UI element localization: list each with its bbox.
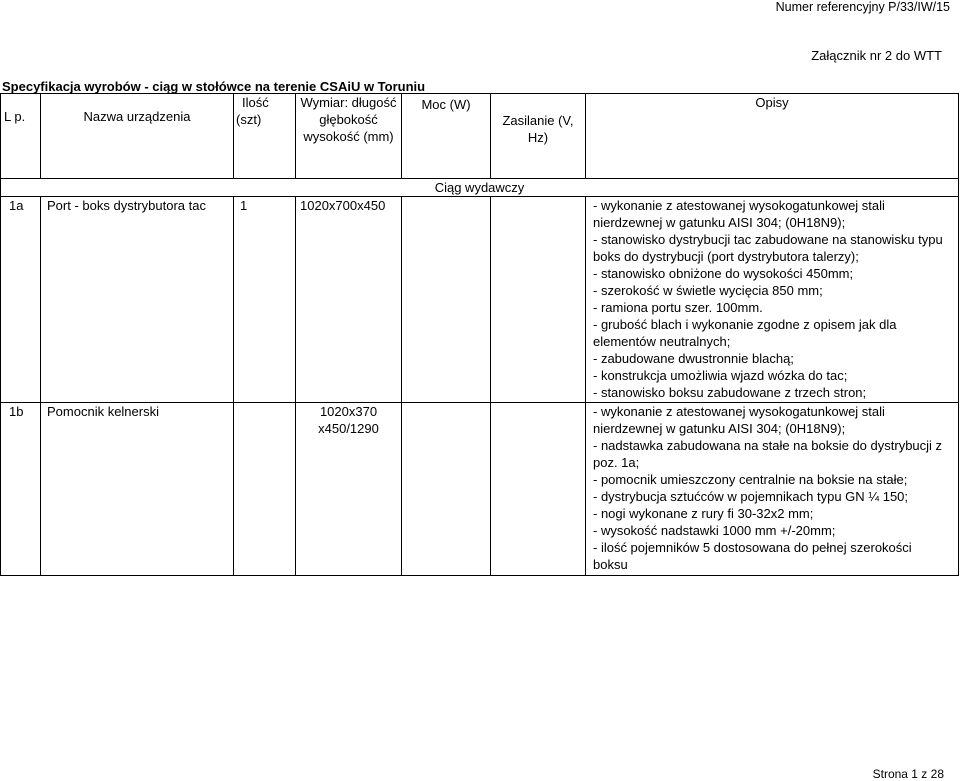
header-supply <box>491 94 586 179</box>
header-power: Moc (W) <box>402 94 491 179</box>
description-line: elementów neutralnych; <box>593 334 731 349</box>
description-line: - stanowisko obniżone do wysokości 450mm; <box>593 266 854 281</box>
header-supply-line2: Hz) <box>527 130 549 145</box>
table-header-row <box>1 94 959 179</box>
row-name: Pomocnik kelnerski <box>41 403 234 576</box>
description-line: - wysokość nadstawki 1000 mm +/-20mm; <box>593 523 836 538</box>
row-power <box>402 197 491 403</box>
description-line: - ilość pojemników 5 dostosowana do pełnej szerokości <box>593 540 912 555</box>
description-line: nierdzewnej w gatunku AISI 304; (0H18N9); <box>593 421 846 436</box>
header-name: Nazwa urządzenia <box>41 94 234 179</box>
description-line: nierdzewnej w gatunku AISI 304; (0H18N9); <box>593 215 846 230</box>
header-dimensions-line3: wysokość (mm) <box>303 129 394 144</box>
row-dimensions-line1: 1020x370 <box>319 404 378 419</box>
header-dimensions-line1: Wymiar: długość <box>300 95 397 110</box>
description-line: - konstrukcja umożliwia wjazd wózka do tac; <box>593 368 848 383</box>
description-line: - dystrybucja sztućców w pojemnikach typu GN ¼ 150; <box>593 489 909 504</box>
row-supply <box>491 403 586 576</box>
specification-table <box>0 93 959 576</box>
row-name: Port - boks dystrybutora tac <box>41 197 234 403</box>
description-line: - szerokość w świetle wycięcia 850 mm; <box>593 283 823 298</box>
header-description: Opisy <box>586 94 959 179</box>
row-dimensions-line1: 1020x700x450 <box>300 198 386 213</box>
section-row <box>1 179 959 197</box>
table-row <box>1 403 959 576</box>
row-quantity: 1 <box>234 197 296 403</box>
row-dimensions <box>296 403 402 576</box>
attachment-label: Załącznik nr 2 do WTT <box>811 48 942 63</box>
row-dimensions <box>296 197 402 403</box>
header-quantity <box>234 94 296 179</box>
row-description <box>586 403 959 576</box>
header-quantity-line2: (szt) <box>236 112 262 127</box>
description-line: - grubość blach i wykonanie zgodne z opisem jak dla <box>593 317 897 332</box>
description-line: - nadstawka zabudowana na stałe na boksie do dystrybucji z <box>593 438 943 453</box>
row-supply <box>491 197 586 403</box>
description-line: - zabudowane dwustronnie blachą; <box>593 351 794 366</box>
row-power <box>402 403 491 576</box>
description-line: - pomocnik umieszczony centralnie na boksie na stałe; <box>593 472 908 487</box>
row-description <box>586 197 959 403</box>
specification-title: Specyfikacja wyrobów - ciąg w stołówce na terenie CSAiU w Toruniu <box>2 79 426 94</box>
section-title: Ciąg wydawczy <box>1 179 959 197</box>
description-line: - wykonanie z atestowanej wysokogatunkowej stali <box>593 404 885 419</box>
row-lp: 1a <box>1 197 41 403</box>
row-quantity <box>234 403 296 576</box>
header-dimensions-line2: głębokość <box>319 112 378 127</box>
table-row <box>1 197 959 403</box>
reference-number: Numer referencyjny P/33/IW/15 <box>775 0 950 14</box>
description-line: boks do dystrybucji (port dystrybutora talerzy); <box>593 249 859 264</box>
row-lp: 1b <box>1 403 41 576</box>
header-dimensions <box>296 94 402 179</box>
header-lp: L p. <box>1 94 41 179</box>
row-dimensions-line2: x450/1290 <box>318 421 379 436</box>
description-line: poz. 1a; <box>593 455 640 470</box>
description-line: - wykonanie z atestowanej wysokogatunkowej stali <box>593 198 885 213</box>
description-line: boksu <box>593 557 628 572</box>
page-number: Strona 1 z 28 <box>872 767 944 781</box>
description-line: - stanowisko dystrybucji tac zabudowane na stanowisku typu <box>593 232 943 247</box>
description-line: - nogi wykonane z rury fi 30-32x2 mm; <box>593 506 814 521</box>
description-line: - stanowisko boksu zabudowane z trzech stron; <box>593 385 867 400</box>
header-quantity-line1: Ilość <box>242 95 269 110</box>
header-supply-line1: Zasilanie (V, <box>502 113 574 128</box>
description-line: - ramiona portu szer. 100mm. <box>593 300 763 315</box>
